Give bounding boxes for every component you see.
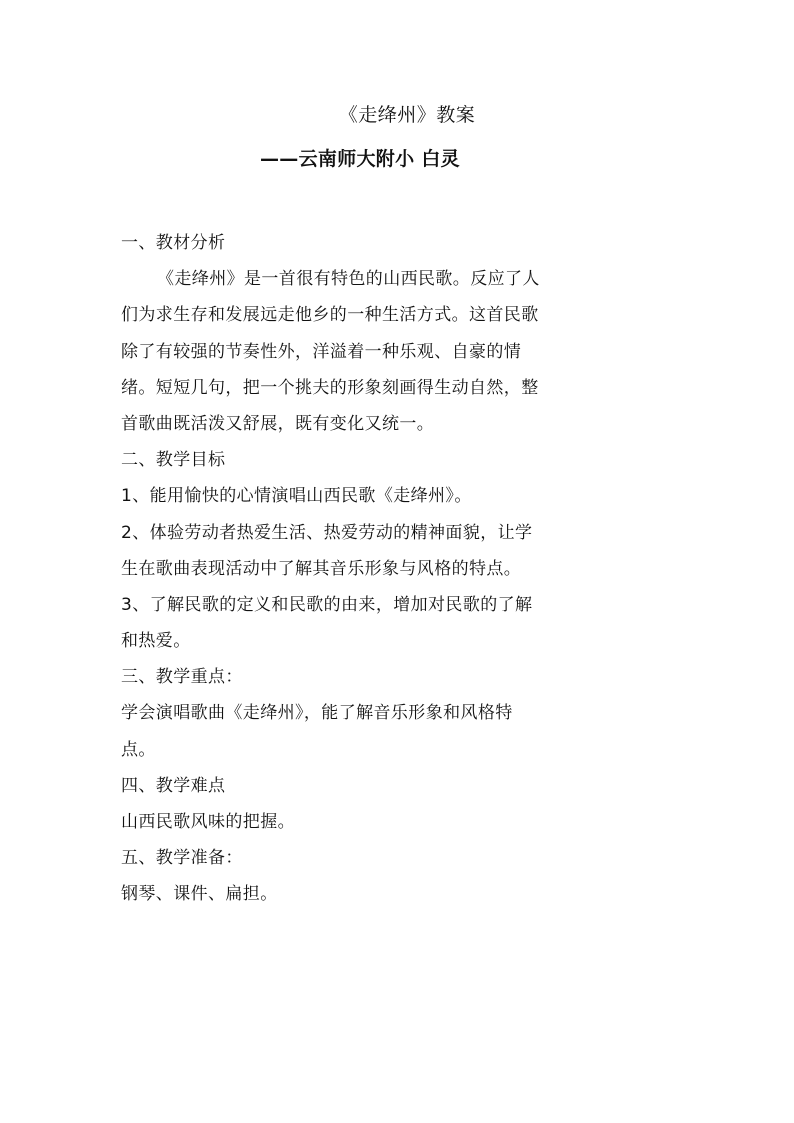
goal-item-1: 1、能用愉快的心情演唱山西民歌《走绛州》。 bbox=[121, 486, 472, 507]
section-heading-preparation: 五、教学准备： bbox=[121, 848, 243, 869]
goal-item-3: 3、了解民歌的定义和民歌的由来，增加对民歌的了解 bbox=[121, 594, 533, 615]
paragraph-line: 首歌曲既活泼又舒展，既有变化又统一。 bbox=[121, 413, 435, 434]
paragraph-line: 除了有较强的节奏性外，洋溢着一种乐观、自豪的情 bbox=[121, 341, 522, 362]
paragraph-line: 学会演唱歌曲《走绛州》，能了解音乐形象和风格特 bbox=[121, 703, 513, 724]
document-body bbox=[121, 225, 581, 913]
paragraph-line: 山西民歌风味的把握。 bbox=[121, 812, 295, 832]
paragraph-line: 《走绛州》是一首很有特色的山西民歌。反应了人 bbox=[157, 269, 540, 290]
document-author-line: ——云南师大附小 白灵 bbox=[260, 148, 460, 170]
paragraph-line: 点。 bbox=[121, 739, 156, 760]
goal-item-2-continued: 生在歌曲表现活动中了解其音乐形象与风格的特点。 bbox=[121, 558, 522, 579]
goal-item-3-continued: 和热爱。 bbox=[121, 631, 191, 652]
paragraph-line: 钢琴、课件、扁担。 bbox=[121, 884, 278, 905]
paragraph-line: 绪。短短几句，把一个挑夫的形象刻画得生动自然，整 bbox=[121, 377, 539, 398]
section-heading-goals: 二、教学目标 bbox=[121, 450, 226, 471]
document-title: 《走绛州》教案 bbox=[338, 104, 476, 126]
goal-item-2: 2、体验劳动者热爱生活、热爱劳动的精神面貌，让学 bbox=[121, 522, 533, 543]
paragraph-line: 们为求生存和发展远走他乡的一种生活方式。这首民歌 bbox=[121, 305, 539, 326]
section-heading-key-points: 三、教学重点： bbox=[121, 667, 243, 688]
section-heading-difficulties: 四、教学难点 bbox=[121, 775, 226, 796]
section-heading-materials: 一、教材分析 bbox=[121, 233, 226, 253]
